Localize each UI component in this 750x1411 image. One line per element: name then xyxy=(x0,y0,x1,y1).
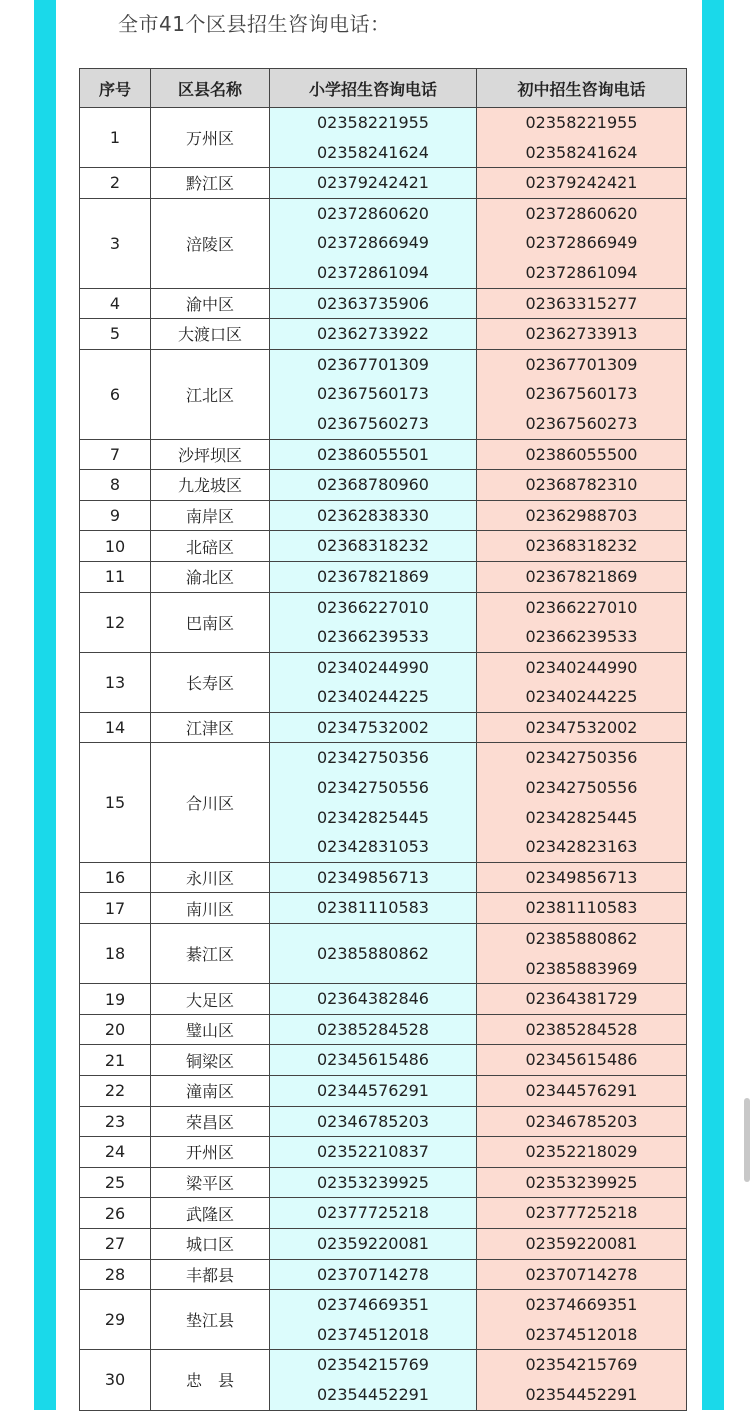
row-index: 12 xyxy=(80,592,151,652)
middle-phone[interactable]: 02362733913 xyxy=(525,324,638,344)
middle-phone-cell xyxy=(477,893,687,924)
row-index: 21 xyxy=(80,1045,151,1076)
row-index: 29 xyxy=(80,1290,151,1350)
table-row xyxy=(80,924,687,984)
primary-phone[interactable]: 02372866949 xyxy=(317,233,429,253)
primary-phone-cell xyxy=(270,1259,477,1290)
primary-phone-cell xyxy=(270,1290,477,1350)
middle-phone-cell xyxy=(477,168,687,199)
middle-phone[interactable]: 02381110583 xyxy=(525,898,638,918)
table-row xyxy=(80,1076,687,1107)
primary-phone[interactable]: 02346785203 xyxy=(317,1111,429,1131)
district-name: 垫江县 xyxy=(151,1290,270,1350)
primary-phone[interactable]: 02366227010 xyxy=(317,597,429,617)
table-row xyxy=(80,1350,687,1410)
primary-phone[interactable]: 02352210837 xyxy=(317,1142,429,1162)
primary-phone[interactable]: 02349856713 xyxy=(317,867,429,887)
primary-phone-cell xyxy=(270,319,477,350)
row-index: 18 xyxy=(80,924,151,984)
district-name: 永川区 xyxy=(151,862,270,893)
hotline-table xyxy=(79,68,687,1411)
row-index: 5 xyxy=(80,319,151,350)
row-index: 25 xyxy=(80,1167,151,1198)
middle-phone[interactable]: 02367560173 xyxy=(525,384,638,404)
primary-phone[interactable]: 02362733922 xyxy=(317,324,429,344)
district-name: 合川区 xyxy=(151,743,270,862)
middle-phone[interactable]: 02366227010 xyxy=(525,597,638,617)
primary-phone-cell xyxy=(270,288,477,319)
middle-phone-cell xyxy=(477,1014,687,1045)
primary-phone-cell xyxy=(270,743,477,862)
header-district: 区县名称 xyxy=(151,69,270,108)
middle-phone[interactable]: 02342825445 xyxy=(525,807,638,827)
primary-phone-cell xyxy=(270,1228,477,1259)
table-row xyxy=(80,862,687,893)
primary-phone[interactable]: 02366239533 xyxy=(317,627,429,647)
district-name: 大足区 xyxy=(151,984,270,1015)
middle-phone[interactable]: 02347532002 xyxy=(525,717,638,737)
primary-phone-cell xyxy=(270,1350,477,1410)
table-row xyxy=(80,168,687,199)
table-row xyxy=(80,712,687,743)
row-index: 11 xyxy=(80,561,151,592)
middle-phone[interactable]: 02342750556 xyxy=(525,778,638,798)
primary-phone[interactable]: 02347532002 xyxy=(317,717,429,737)
primary-phone-cell xyxy=(270,1106,477,1137)
primary-phone[interactable]: 02368780960 xyxy=(317,475,429,495)
middle-phone-cell xyxy=(477,1167,687,1198)
primary-phone[interactable]: 02381110583 xyxy=(317,898,429,918)
primary-phone[interactable]: 02362838330 xyxy=(317,505,429,525)
row-index: 19 xyxy=(80,984,151,1015)
header-index: 序号 xyxy=(80,69,151,108)
middle-phone-cell xyxy=(477,500,687,531)
table-row xyxy=(80,1259,687,1290)
district-name: 大渡口区 xyxy=(151,319,270,350)
middle-phone-cell xyxy=(477,288,687,319)
middle-phone[interactable]: 02386055500 xyxy=(525,444,638,464)
district-name: 武隆区 xyxy=(151,1198,270,1229)
middle-phone[interactable]: 02372860620 xyxy=(525,203,638,223)
middle-phone-cell xyxy=(477,198,687,288)
middle-phone-cell xyxy=(477,984,687,1015)
district-name: 荣昌区 xyxy=(151,1106,270,1137)
primary-phone-cell xyxy=(270,1076,477,1107)
district-name: 忠 县 xyxy=(151,1350,270,1410)
primary-phone[interactable]: 02340244225 xyxy=(317,687,429,707)
primary-phone-cell xyxy=(270,592,477,652)
middle-phone[interactable]: 02379242421 xyxy=(525,173,638,193)
row-index: 4 xyxy=(80,288,151,319)
middle-phone[interactable]: 02362988703 xyxy=(525,505,638,525)
middle-phone-cell xyxy=(477,470,687,501)
table-row xyxy=(80,1045,687,1076)
middle-phone-cell xyxy=(477,924,687,984)
row-index: 27 xyxy=(80,1228,151,1259)
district-name: 城口区 xyxy=(151,1228,270,1259)
row-index: 15 xyxy=(80,743,151,862)
primary-phone-cell xyxy=(270,168,477,199)
row-index: 16 xyxy=(80,862,151,893)
table-row xyxy=(80,561,687,592)
primary-phone[interactable]: 02385880862 xyxy=(317,943,429,963)
middle-phone[interactable]: 02363315277 xyxy=(525,293,638,313)
table-row xyxy=(80,319,687,350)
table-row xyxy=(80,500,687,531)
middle-phone[interactable]: 02352218029 xyxy=(525,1142,638,1162)
middle-phone-cell xyxy=(477,319,687,350)
primary-phone-cell xyxy=(270,500,477,531)
primary-phone[interactable]: 02340244990 xyxy=(317,657,429,677)
primary-phone-cell xyxy=(270,893,477,924)
row-index: 24 xyxy=(80,1137,151,1168)
row-index: 10 xyxy=(80,531,151,562)
middle-phone-cell xyxy=(477,592,687,652)
middle-phone[interactable]: 02372861094 xyxy=(525,262,638,282)
middle-phone-cell xyxy=(477,1228,687,1259)
middle-phone[interactable]: 02358241624 xyxy=(525,142,638,162)
primary-phone[interactable]: 02345615486 xyxy=(317,1050,429,1070)
row-index: 2 xyxy=(80,168,151,199)
middle-phone-cell xyxy=(477,531,687,562)
primary-phone-cell xyxy=(270,712,477,743)
row-index: 26 xyxy=(80,1198,151,1229)
district-name: 渝中区 xyxy=(151,288,270,319)
district-name: 黔江区 xyxy=(151,168,270,199)
table-row xyxy=(80,1167,687,1198)
district-name: 南岸区 xyxy=(151,500,270,531)
header-middle-phone: 初中招生咨询电话 xyxy=(477,69,687,108)
district-name: 潼南区 xyxy=(151,1076,270,1107)
row-index: 20 xyxy=(80,1014,151,1045)
middle-phone[interactable]: 02358221955 xyxy=(525,113,638,132)
district-name: 九龙坡区 xyxy=(151,470,270,501)
table-row xyxy=(80,652,687,712)
middle-phone-cell xyxy=(477,862,687,893)
table-row xyxy=(80,1014,687,1045)
table-row xyxy=(80,349,687,439)
row-index: 6 xyxy=(80,349,151,439)
table-row xyxy=(80,198,687,288)
middle-phone[interactable]: 02346785203 xyxy=(525,1111,638,1131)
primary-phone[interactable]: 02342750556 xyxy=(317,778,429,798)
primary-phone[interactable]: 02364382846 xyxy=(317,989,429,1009)
row-index: 23 xyxy=(80,1106,151,1137)
table-row xyxy=(80,439,687,470)
middle-phone-cell xyxy=(477,108,687,168)
primary-phone-cell xyxy=(270,984,477,1015)
district-name: 南川区 xyxy=(151,893,270,924)
primary-phone-cell xyxy=(270,1198,477,1229)
middle-phone[interactable]: 02353239925 xyxy=(525,1172,638,1192)
middle-phone[interactable]: 02367560273 xyxy=(525,413,638,433)
table-row xyxy=(80,1106,687,1137)
left-frame-bar xyxy=(34,0,56,1410)
district-name: 江北区 xyxy=(151,349,270,439)
middle-phone-cell xyxy=(477,1198,687,1229)
district-name: 丰都县 xyxy=(151,1259,270,1290)
primary-phone[interactable]: 02353239925 xyxy=(317,1172,429,1192)
primary-phone-cell xyxy=(270,531,477,562)
primary-phone[interactable]: 02385284528 xyxy=(317,1019,429,1039)
primary-phone[interactable]: 02372860620 xyxy=(317,203,429,223)
primary-phone[interactable]: 02367821869 xyxy=(317,566,429,586)
middle-phone-cell xyxy=(477,1137,687,1168)
middle-phone[interactable]: 02354215769 xyxy=(525,1355,638,1375)
primary-phone[interactable]: 02354452291 xyxy=(317,1384,429,1404)
middle-phone-cell xyxy=(477,1259,687,1290)
district-name: 江津区 xyxy=(151,712,270,743)
middle-phone-cell xyxy=(477,1076,687,1107)
row-index: 17 xyxy=(80,893,151,924)
middle-phone[interactable]: 02354452291 xyxy=(525,1384,638,1404)
primary-phone-cell xyxy=(270,924,477,984)
middle-phone[interactable]: 02367701309 xyxy=(525,354,638,374)
primary-phone[interactable]: 02358221955 xyxy=(317,113,429,132)
district-name: 沙坪坝区 xyxy=(151,439,270,470)
primary-phone[interactable]: 02379242421 xyxy=(317,173,429,193)
district-name: 綦江区 xyxy=(151,924,270,984)
middle-phone-cell xyxy=(477,1350,687,1410)
table-row xyxy=(80,1228,687,1259)
district-name: 开州区 xyxy=(151,1137,270,1168)
intro-text: 全市41个区县招生咨询电话： xyxy=(118,12,391,36)
primary-phone[interactable]: 02367560273 xyxy=(317,413,429,433)
district-name: 璧山区 xyxy=(151,1014,270,1045)
right-frame-bar xyxy=(702,0,724,1410)
middle-phone[interactable]: 02342823163 xyxy=(525,837,638,857)
middle-phone[interactable]: 02367821869 xyxy=(525,566,638,586)
middle-phone-cell xyxy=(477,561,687,592)
middle-phone-cell xyxy=(477,712,687,743)
primary-phone-cell xyxy=(270,1167,477,1198)
primary-phone[interactable]: 02342831053 xyxy=(317,837,429,857)
primary-phone-cell xyxy=(270,349,477,439)
table-row xyxy=(80,1198,687,1229)
table-row xyxy=(80,984,687,1015)
table-row xyxy=(80,288,687,319)
district-name: 铜梁区 xyxy=(151,1045,270,1076)
primary-phone[interactable]: 02372861094 xyxy=(317,262,429,282)
middle-phone[interactable]: 02368782310 xyxy=(525,475,638,495)
middle-phone[interactable]: 02374512018 xyxy=(525,1324,638,1344)
middle-phone[interactable]: 02359220081 xyxy=(525,1233,638,1253)
middle-phone-cell xyxy=(477,1106,687,1137)
primary-phone[interactable]: 02370714278 xyxy=(317,1264,429,1284)
primary-phone[interactable]: 02363735906 xyxy=(317,293,429,313)
middle-phone[interactable]: 02372866949 xyxy=(525,233,638,253)
primary-phone[interactable]: 02374512018 xyxy=(317,1324,429,1344)
primary-phone-cell xyxy=(270,439,477,470)
row-index: 7 xyxy=(80,439,151,470)
primary-phone-cell xyxy=(270,1014,477,1045)
primary-phone[interactable]: 02377725218 xyxy=(317,1203,429,1223)
primary-phone[interactable]: 02354215769 xyxy=(317,1355,429,1375)
middle-phone[interactable]: 02349856713 xyxy=(525,867,638,887)
table-body xyxy=(80,108,687,1411)
primary-phone-cell xyxy=(270,198,477,288)
table-row xyxy=(80,108,687,168)
primary-phone[interactable]: 02386055501 xyxy=(317,444,429,464)
middle-phone[interactable]: 02364381729 xyxy=(525,989,638,1009)
primary-phone[interactable]: 02358241624 xyxy=(317,142,429,162)
middle-phone-cell xyxy=(477,349,687,439)
scrollbar-thumb[interactable] xyxy=(744,1098,750,1182)
primary-phone[interactable]: 02367701309 xyxy=(317,354,429,374)
primary-phone[interactable]: 02342825445 xyxy=(317,807,429,827)
row-index: 13 xyxy=(80,652,151,712)
middle-phone[interactable]: 02374669351 xyxy=(525,1295,638,1315)
middle-phone[interactable]: 02377725218 xyxy=(525,1203,638,1223)
primary-phone[interactable]: 02368318232 xyxy=(317,536,429,556)
middle-phone[interactable]: 02344576291 xyxy=(525,1081,638,1100)
primary-phone-cell xyxy=(270,1137,477,1168)
district-name: 长寿区 xyxy=(151,652,270,712)
primary-phone[interactable]: 02344576291 xyxy=(317,1081,429,1100)
middle-phone[interactable]: 02340244990 xyxy=(525,657,638,677)
district-name: 涪陵区 xyxy=(151,198,270,288)
middle-phone[interactable]: 02385880862 xyxy=(525,929,638,949)
primary-phone[interactable]: 02342750356 xyxy=(317,748,429,768)
middle-phone[interactable]: 02366239533 xyxy=(525,627,638,647)
row-index: 1 xyxy=(80,108,151,168)
middle-phone-cell xyxy=(477,743,687,862)
middle-phone-cell xyxy=(477,1290,687,1350)
district-name: 北碚区 xyxy=(151,531,270,562)
primary-phone-cell xyxy=(270,862,477,893)
primary-phone-cell xyxy=(270,1045,477,1076)
middle-phone[interactable]: 02368318232 xyxy=(525,536,638,556)
primary-phone[interactable]: 02374669351 xyxy=(317,1295,429,1315)
middle-phone-cell xyxy=(477,439,687,470)
middle-phone-cell xyxy=(477,652,687,712)
primary-phone-cell xyxy=(270,561,477,592)
middle-phone[interactable]: 02345615486 xyxy=(525,1050,638,1070)
middle-phone[interactable]: 02342750356 xyxy=(525,748,638,768)
table-row xyxy=(80,893,687,924)
middle-phone-cell xyxy=(477,1045,687,1076)
middle-phone[interactable]: 02340244225 xyxy=(525,687,638,707)
primary-phone-cell xyxy=(270,652,477,712)
table-row xyxy=(80,470,687,501)
district-name: 巴南区 xyxy=(151,592,270,652)
district-name: 渝北区 xyxy=(151,561,270,592)
table-header-row xyxy=(80,69,687,108)
middle-phone[interactable]: 02385284528 xyxy=(525,1019,638,1039)
table-row xyxy=(80,592,687,652)
table-row xyxy=(80,1137,687,1168)
row-index: 14 xyxy=(80,712,151,743)
header-primary-phone: 小学招生咨询电话 xyxy=(270,69,477,108)
table-row xyxy=(80,743,687,862)
district-name: 梁平区 xyxy=(151,1167,270,1198)
primary-phone[interactable]: 02359220081 xyxy=(317,1233,429,1253)
row-index: 28 xyxy=(80,1259,151,1290)
table-row xyxy=(80,1290,687,1350)
row-index: 9 xyxy=(80,500,151,531)
primary-phone-cell xyxy=(270,470,477,501)
row-index: 3 xyxy=(80,198,151,288)
middle-phone[interactable]: 02385883969 xyxy=(525,958,638,978)
middle-phone[interactable]: 02370714278 xyxy=(525,1264,638,1284)
primary-phone-cell xyxy=(270,108,477,168)
district-name: 万州区 xyxy=(151,108,270,168)
table-row xyxy=(80,531,687,562)
row-index: 22 xyxy=(80,1076,151,1107)
row-index: 8 xyxy=(80,470,151,501)
primary-phone[interactable]: 02367560173 xyxy=(317,384,429,404)
row-index: 30 xyxy=(80,1350,151,1410)
